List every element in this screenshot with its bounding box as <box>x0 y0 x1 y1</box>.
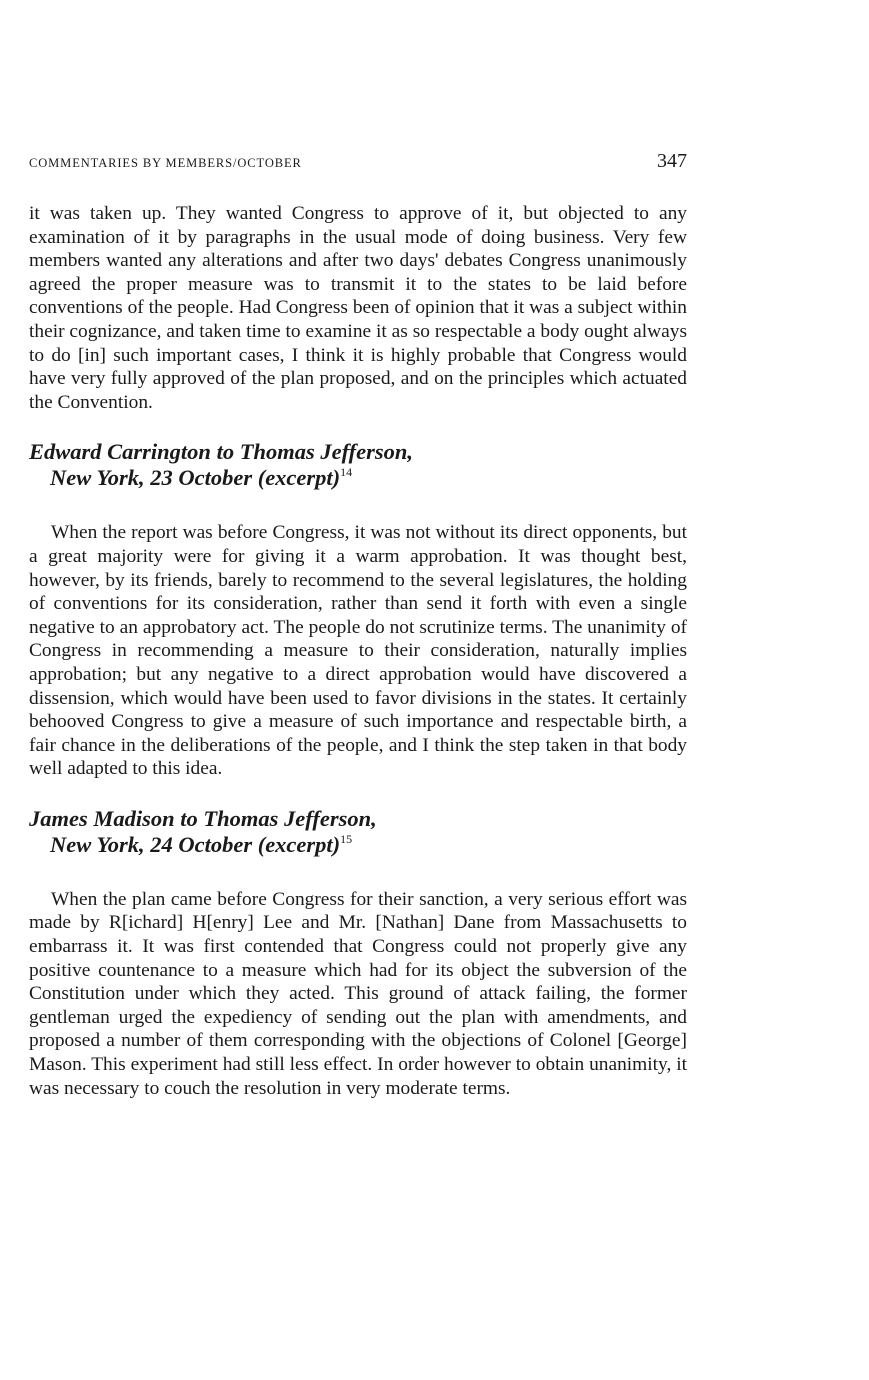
book-page <box>29 150 687 1100</box>
heading-line-1: James Madison to Thomas Jefferson, <box>29 805 377 831</box>
heading-line-2-text: New York, 23 October (excerpt) <box>50 465 341 491</box>
footnote-marker: 15 <box>340 831 353 846</box>
continuation-paragraph: it was taken up. They wanted Congress to approve of it, but objected to any examination of it by paragraphs in the usual mode of doing business. Very few members wanted any alterations and after two days' debates Congress unanimously agreed the proper measure was to transmit it to the states to be laid before conventions of the people. Had Congress been of opinion that it was a subject within their cognizance, and taken time to examine it as so respectable a body ought always to do [in] such important cases, I think it is highly probable that Congress would have very fully approved of the plan proposed, and on the principles which actuated the Convention. <box>29 203 687 413</box>
letter-paragraph: When the plan came before Congress for their sanction, a very serious effort was made by R[ichard] H[enry] Lee and Mr. [Nathan] Dane from Massachusetts to embarrass it. It was first contended that Congress could not properly give any positive countenance to a measure which had for its object the subversion of the Constitution under which they acted. This ground of attack failing, the former gentleman urged the expediency of sending out the plan with amendments, and proposed a number of them corresponding with the objections of Colonel [George] Mason. This experiment had still less effect. In order however to obtain unanimity, it was necessary to couch the resolution in very moderate terms. <box>29 888 687 1099</box>
running-head <box>29 150 687 184</box>
letter-heading <box>29 439 687 491</box>
footnote-marker: 14 <box>340 465 353 480</box>
heading-line-2 <box>29 832 687 858</box>
heading-line-1: Edward Carrington to Thomas Jefferson, <box>29 439 414 465</box>
heading-line-2-text: New York, 24 October (excerpt) <box>50 831 341 857</box>
page-number: 347 <box>657 150 687 172</box>
heading-line-2 <box>29 465 687 491</box>
letter-paragraph: When the report was before Congress, it was not without its direct opponents, but a great majority were for giving it a warm approbation. It was thought best, however, by its friends, barely to recommend to the several legislatures, the holding of conventions for its consideration, rather than send it forth with even a single negative to an approbatory act. The people do not scrutinize terms. The unanimity of Congress in recommending a measure to their consideration, naturally implies approbation; but any negative to a direct approbation would have discovered a dissension, which would have been used to favor divisions in the states. It certainly behooved Congress to give a measure of such importance and respectable birth, a fair chance in the deliberations of the people, and I think the step taken in that body well adapted to this idea. <box>29 522 687 780</box>
letter-section-madison <box>29 806 687 1100</box>
running-title: COMMENTARIES BY MEMBERS/OCTOBER <box>29 156 302 170</box>
letter-heading <box>29 806 687 858</box>
letter-section-carrington <box>29 439 687 781</box>
